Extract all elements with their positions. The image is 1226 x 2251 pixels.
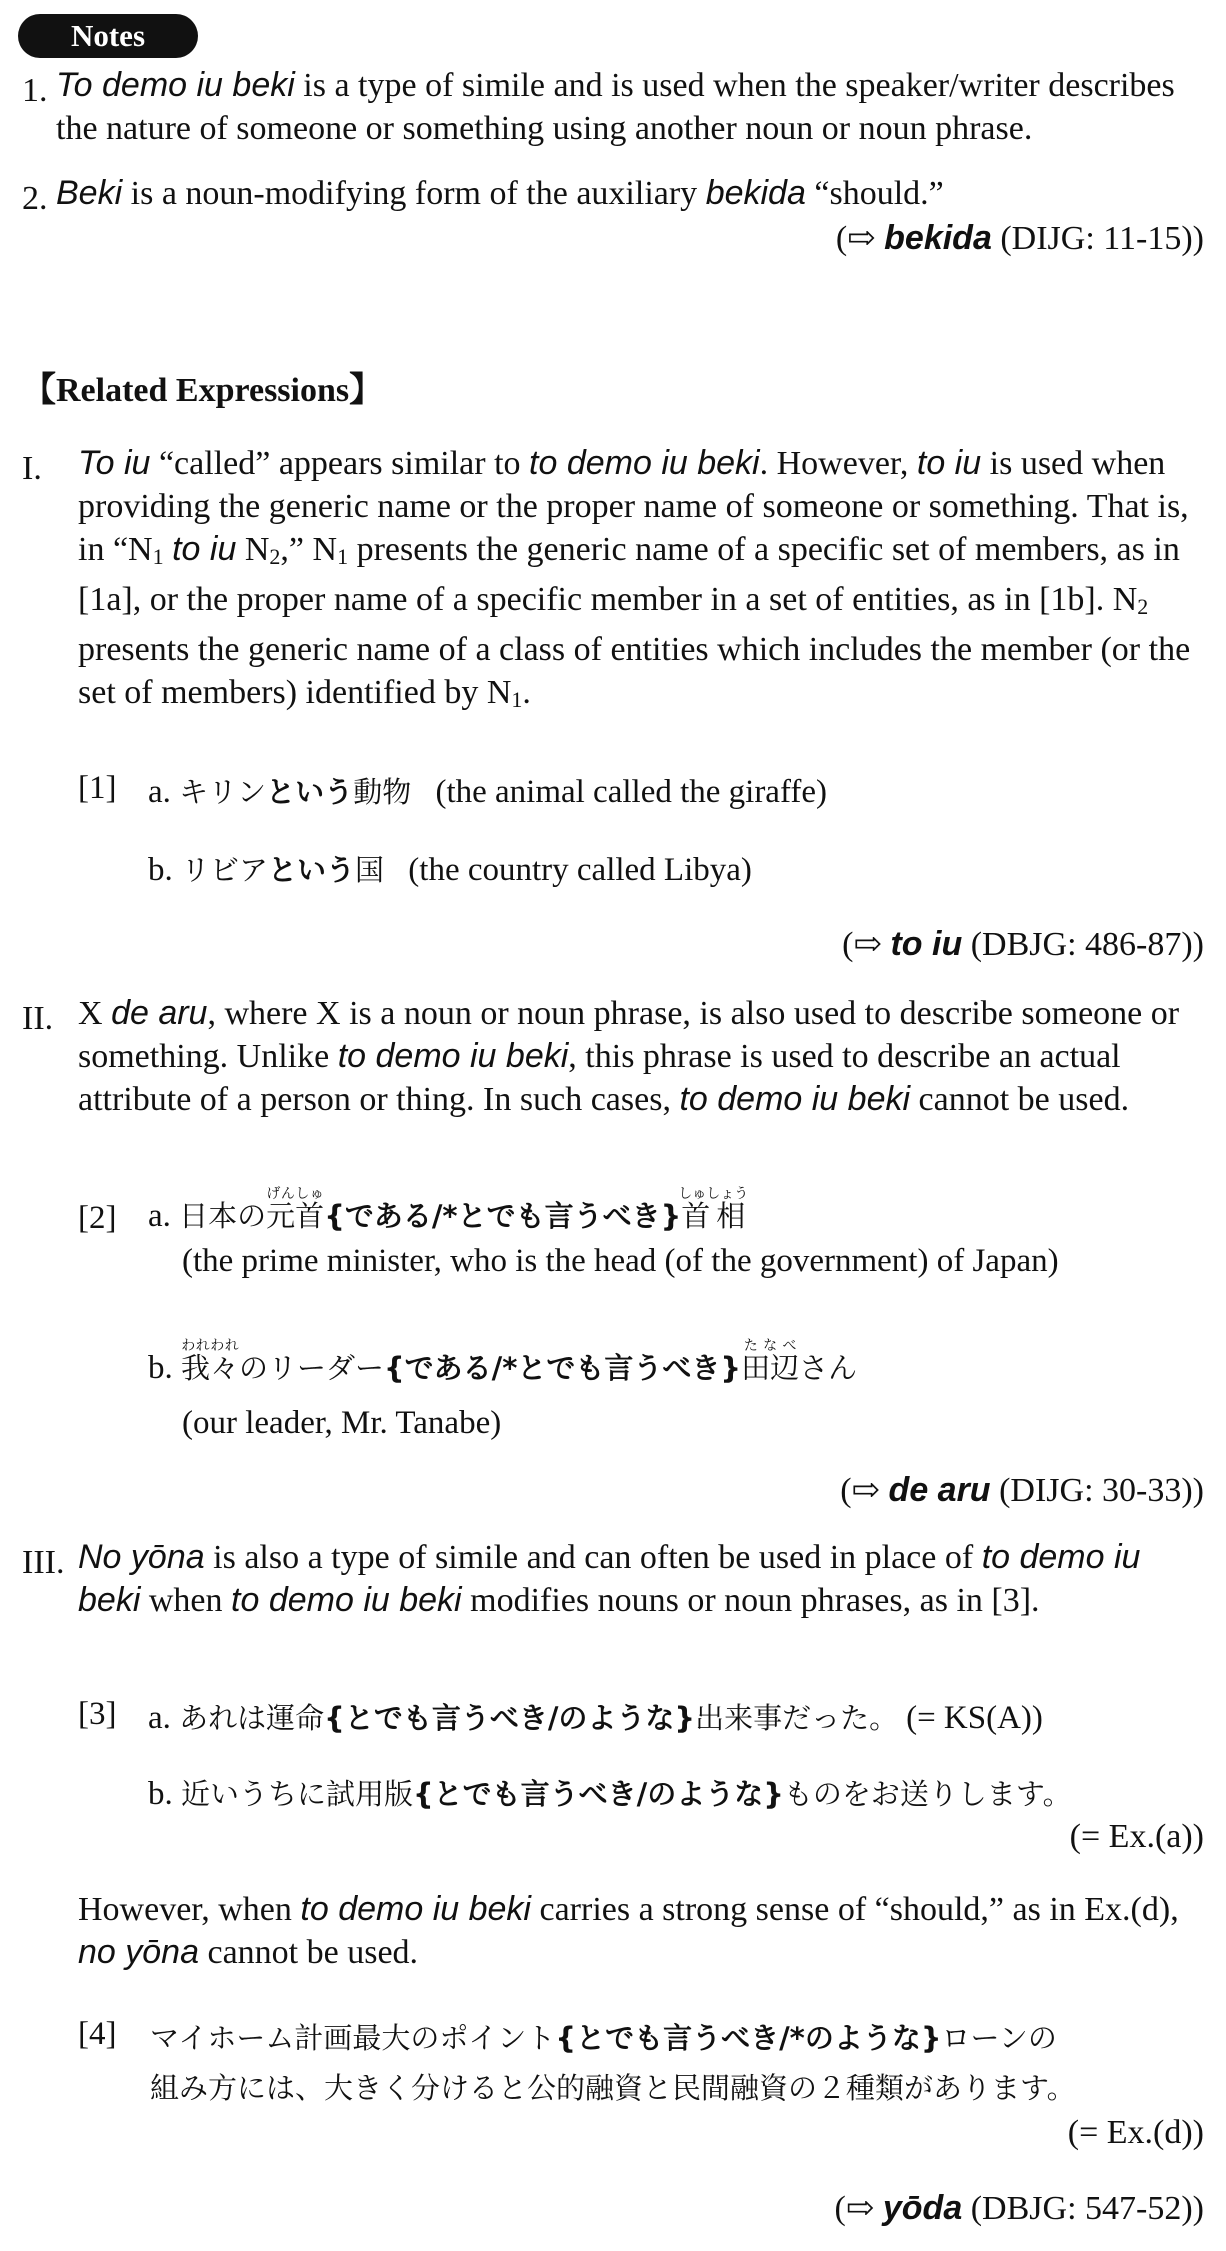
example-2-number: [2] <box>78 1200 117 1236</box>
note-1-text: To demo iu beki is a type of simile and is used when the speaker/writer describes the nature of someone or something using another noun or noun phrase. <box>56 66 1175 147</box>
section-1-text: To iu “called” appears similar to to demo iu beki. However, to iu is used when providing the generic name or the proper name of someone or something. That is, in “$N_1$ to iu $N_2$,” $N_1$ presents the generic name of a specific set of members, as in [1a], or the proper name of a specific member in a set of entities, as in [1b]. $N_2$ presents the generic name of a class of entities which includes the member (or the set of members) identified by $N_1$. <box>78 444 1191 712</box>
arrow-icon: ⇨ <box>845 2190 875 2227</box>
cross-reference-yoda: (⇨ yōda (DBJG: 547-52)) <box>834 2189 1204 2227</box>
example-2b: b. 我々われわれのリーダー{である/*とでも言うべき}田辺たなべさん <box>148 1338 858 1386</box>
example-4-line-2: 組み方には、大きく分けると公的融資と民間融資の２種類があります。 <box>150 2071 1076 2105</box>
example-1b: b. リビアという国 (the country called Libya) <box>148 852 752 888</box>
example-3a: a. あれは運命{とでも言うべき/のような}出来事だった。 (= KS(A)) <box>148 1700 1043 1736</box>
note-1-number: 1. <box>22 72 48 109</box>
section-2-text: X de aru, where X is a noun or noun phrase, is also used to describe someone or something. Unlike to demo iu beki, this phrase is used to describe an actual attribute of a person or thing. In such cases, to demo iu beki cannot be used. <box>78 994 1180 1118</box>
example-1a: a. キリンという動物 (the animal called the giraffe) <box>148 774 827 810</box>
example-2b-gloss: (our leader, Mr. Tanabe) <box>182 1405 502 1441</box>
example-3b: b. 近いうちに試用版{とでも言うべき/のような}ものをお送りします。 <box>148 1776 1072 1812</box>
cross-reference-bekida: (⇨ bekida (DIJG: 11-15)) <box>835 219 1204 257</box>
example-4-number: [4] <box>78 2016 117 2052</box>
example-4-ref: (= Ex.(d)) <box>1067 2114 1204 2151</box>
cross-reference-de-aru: (⇨ de aru (DIJG: 30-33)) <box>840 1471 1204 1509</box>
section-2-number: II. <box>22 1000 54 1037</box>
section-3-number: III. <box>22 1544 65 1581</box>
related-expressions-heading: 【Related Expressions】 <box>22 372 384 409</box>
example-2a: a. 日本の元首げんしゅ{である/*とでも言うべき}首相しゅしょう <box>148 1186 749 1234</box>
note-2-text: Beki is a noun-modifying form of the auxiliary bekida “should.” <box>56 174 944 212</box>
arrow-icon: ⇨ <box>853 926 882 963</box>
section-3-text: No yōna is also a type of simile and can often be used in place of to demo iu beki when to demo iu beki modifies nouns or noun phrases, as in [3]. <box>78 1538 1141 1619</box>
cross-reference-to-iu: (⇨ to iu (DBJG: 486-87)) <box>842 925 1204 963</box>
example-3b-ref: (= Ex.(a)) <box>1069 1818 1204 1855</box>
example-1-number: [1] <box>78 770 117 806</box>
notes-badge: Notes <box>18 14 198 58</box>
arrow-icon: ⇨ <box>847 220 876 257</box>
section-3-note: However, when to demo iu beki carries a strong sense of “should,” as in Ex.(d), no yōna cannot be used. <box>78 1890 1179 1971</box>
note-2-number: 2. <box>22 180 48 217</box>
section-1-number: I. <box>22 450 42 487</box>
arrow-icon: ⇨ <box>851 1472 881 1509</box>
example-4-line-1: マイホーム計画最大のポイント{とでも言うべき/*のような}ローンの <box>150 2021 1057 2055</box>
example-2a-gloss: (the prime minister, who is the head (of the government) of Japan) <box>182 1243 1059 1279</box>
example-3-number: [3] <box>78 1696 117 1732</box>
